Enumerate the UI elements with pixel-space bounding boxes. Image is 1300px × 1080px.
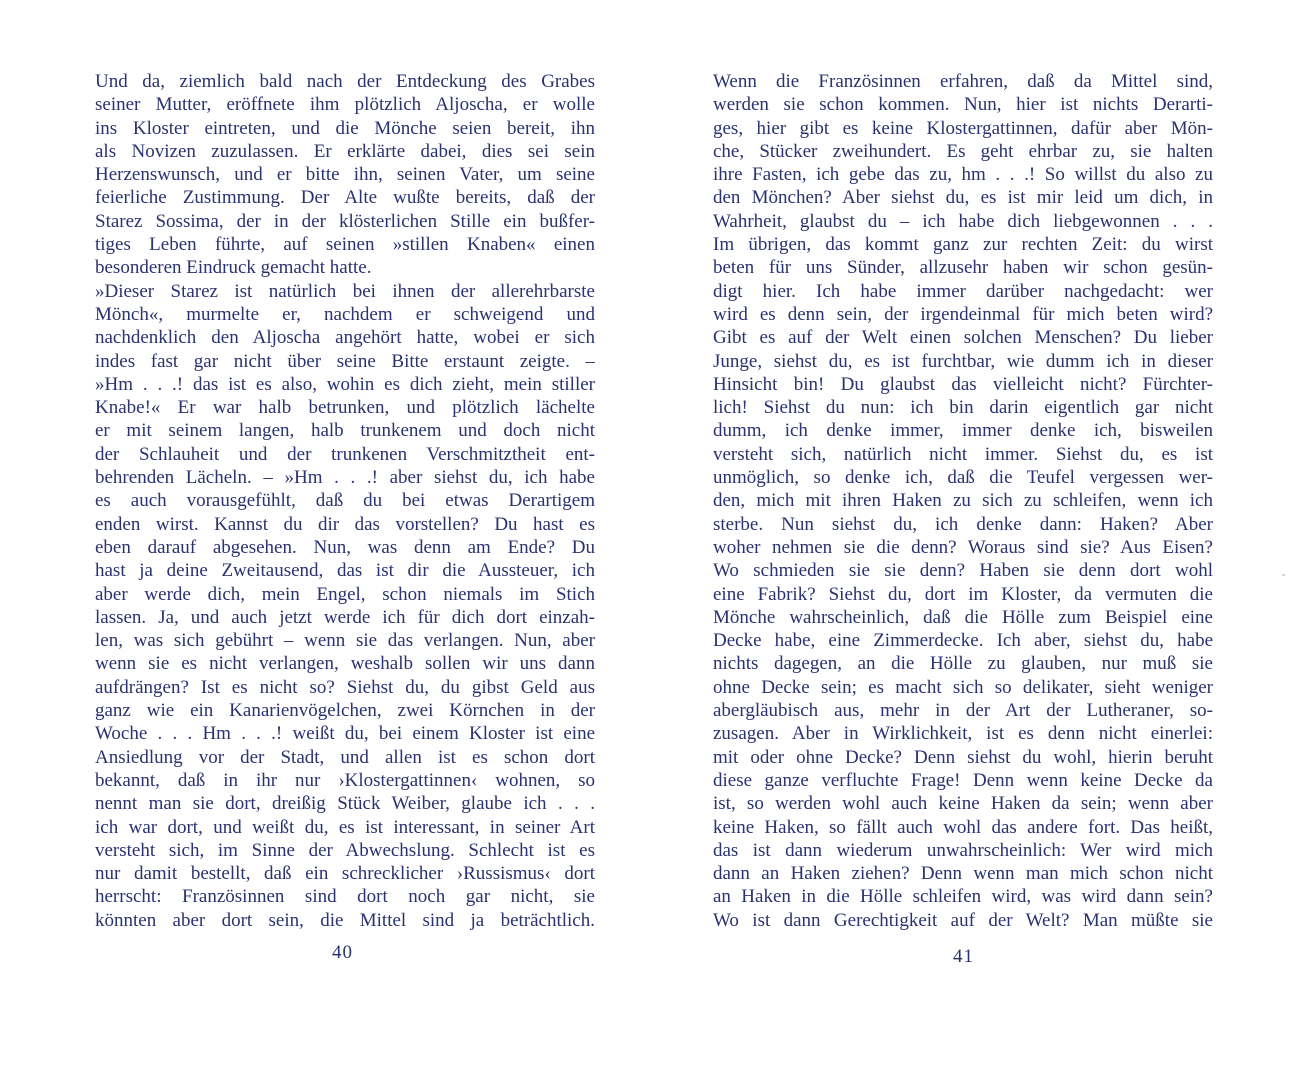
text-line: aber werde dich, mein Engel, schon niemals im Stich — [95, 583, 595, 605]
text-line: aufdrängen? Ist es nicht so? Siehst du, du gibst Geld aus — [95, 676, 595, 698]
text-line: hast ja deine Zweitausend, das ist dir die Aussteuer, ich — [95, 560, 595, 582]
text-line: eben darauf abgesehen. Nun, was denn am Ende? Du — [95, 536, 595, 558]
text-line: sterbe. Nun siehst du, ich denke dann: Haken? Aber — [713, 513, 1213, 535]
text-line: lassen. Ja, und auch jetzt werde ich für dich dort einzah- — [95, 606, 595, 628]
page-number-right: 41 — [953, 946, 974, 967]
text-line: ins Kloster eintreten, und die Mönche seien bereit, ihn — [95, 117, 595, 139]
text-line: den Mönchen? Aber siehst du, es ist mir leid um dich, in — [713, 187, 1213, 209]
text-line: beten für uns Sünder, allzusehr haben wir schon gesün- — [713, 257, 1213, 279]
text-line: len, was sich gebührt – wenn sie das verlangen. Nun, aber — [95, 630, 595, 652]
text-line: indes fast gar nicht über seine Bitte erstaunt zeigte. – — [95, 350, 595, 372]
text-line: bekannt, daß in ihr nur ›Klostergattinnen‹ wohnen, so — [95, 769, 595, 791]
right-page-text — [713, 70, 1213, 932]
text-line: abergläubisch aus, mehr in der Art der Lutheraner, so- — [713, 700, 1213, 722]
text-line: besonderen Eindruck gemacht hatte. — [95, 257, 372, 279]
text-line: herrscht: Französinnen sind dort noch gar nicht, sie — [95, 886, 595, 908]
text-line: digt hier. Ich habe immer darüber nachgedacht: wer — [713, 280, 1213, 302]
text-line: als Novizen zuzulassen. Er erklärte dabei, dies sei sein — [95, 140, 595, 162]
text-line: che, Stücker zweihundert. Es geht ehrbar zu, sie halten — [713, 140, 1213, 162]
text-line: Woche . . . Hm . . .! weißt du, bei einem Kloster ist eine — [95, 723, 595, 745]
text-line: ihre Fasten, ich gebe das zu, hm . . .! So willst du also zu — [713, 164, 1213, 186]
page-number-left: 40 — [332, 942, 353, 963]
text-line: ich war dort, und weißt du, es ist interessant, in seiner Art — [95, 816, 595, 838]
text-line: »Dieser Starez ist natürlich bei ihnen der allerehrbarste — [95, 280, 595, 302]
text-line: Ansiedlung vor der Stadt, und allen ist es schon dort — [95, 746, 595, 768]
text-line: nennt man sie dort, dreißig Stück Weiber, glaube ich . . . — [95, 793, 595, 815]
text-line: ohne Decke sein; es macht sich so delikater, sieht weniger — [713, 676, 1213, 698]
text-line: werden sie schon kommen. Nun, hier ist nichts Derarti- — [713, 94, 1213, 116]
text-line: nichts dagegen, an die Hölle zu glauben, nur muß sie — [713, 653, 1213, 675]
text-line: zusagen. Aber in Wirklichkeit, ist es denn nicht einerlei: — [713, 723, 1213, 745]
text-line: nur damit bestellt, daß ein schrecklicher ›Russismus‹ dort — [95, 863, 595, 885]
text-line: Mönch«, murmelte er, nachdem er schweigend und — [95, 303, 595, 325]
text-line: Wo ist dann Gerechtigkeit auf der Welt? Man müßte sie — [713, 909, 1213, 931]
text-line: es auch vorausgefühlt, daß du bei etwas Derartigem — [95, 490, 595, 512]
text-line: Starez Sossima, der in der klösterlichen Stille ein bußfer- — [95, 210, 595, 232]
text-line: ganz wie ein Kanarienvögelchen, zwei Körnchen in der — [95, 700, 595, 722]
text-line: ges, hier gibt es keine Klostergattinnen, dafür aber Mön- — [713, 117, 1213, 139]
text-line: feierliche Zustimmung. Der Alte wußte bereits, daß der — [95, 187, 595, 209]
text-line: Junge, siehst du, es ist furchtbar, wie dumm ich in dieser — [713, 350, 1213, 372]
text-line: versteht sich, natürlich nicht immer. Siehst du, es ist — [713, 443, 1213, 465]
text-line: den, mich mit ihren Haken zu sich zu schleifen, wenn ich — [713, 490, 1213, 512]
text-line: das ist dann wiederum unwahrscheinlich: Wer wird mich — [713, 839, 1213, 861]
text-line: seiner Mutter, eröffnete ihm plötzlich Aljoscha, er wolle — [95, 94, 595, 116]
text-line: Wo schmieden sie sie denn? Haben sie denn dort wohl — [713, 560, 1213, 582]
text-line: an Haken in die Hölle schleifen wird, was wird dann sein? — [713, 886, 1213, 908]
text-line: eine Fabrik? Siehst du, dort im Kloster, da vermuten die — [713, 583, 1213, 605]
text-line: woher nehmen sie die denn? Woraus sind sie? Aus Eisen? — [713, 536, 1213, 558]
text-line: der Schlauheit und der trunkenen Verschmitztheit ent- — [95, 443, 595, 465]
text-line: dann an Haken ziehen? Denn wenn man mich schon nicht — [713, 863, 1213, 885]
text-line: Hinsicht bin! Du glaubst das vielleicht nicht? Fürchter- — [713, 373, 1213, 395]
text-line: Mönche wahrscheinlich, daß die Hölle zum Beispiel eine — [713, 606, 1213, 628]
text-line: Im übrigen, das kommt ganz zur rechten Zeit: du wirst — [713, 234, 1213, 256]
text-line: Gibt es auf der Welt einen solchen Menschen? Du lieber — [713, 327, 1213, 349]
text-line: ist, so werden wohl auch keine Haken da sein; wenn aber — [713, 793, 1213, 815]
text-line: unmöglich, so denke ich, daß die Teufel vergessen wer- — [713, 467, 1213, 489]
text-line: Knabe!« Er war halb betrunken, und plötzlich lächelte — [95, 397, 595, 419]
text-line: wenn sie es nicht verlangen, weshalb sollen wir uns dann — [95, 653, 595, 675]
text-line: Wenn die Französinnen erfahren, daß da Mittel sind, — [713, 71, 1213, 92]
text-line: Wahrheit, glaubst du – ich habe dich liebgewonnen . . . — [713, 210, 1213, 232]
text-line: lich! Siehst du nun: ich bin darin eigentlich gar nicht — [713, 397, 1213, 419]
text-line: keine Haken, so fällt auch wohl das andere fort. Das heißt, — [713, 816, 1213, 838]
text-line: diese ganze verfluchte Frage! Denn wenn keine Decke da — [713, 769, 1213, 791]
text-line: wird es denn sein, der irgendeinmal für mich beten wird? — [713, 303, 1213, 325]
text-line: Herzenswunsch, und er bitte ihn, seinen Vater, um seine — [95, 164, 595, 186]
text-line: er mit seinem langen, halb trunkenem und doch nicht — [95, 420, 595, 442]
text-line: Decke habe, eine Zimmerdecke. Ich aber, siehst du, habe — [713, 630, 1213, 652]
text-line: nachdenklich den Aljoscha angehört hatte, wobei er sich — [95, 327, 595, 349]
text-line: könnten aber dort sein, die Mittel sind ja beträchtlich. — [95, 909, 595, 931]
paper-speck — [1282, 574, 1285, 576]
left-page-text — [95, 70, 595, 932]
text-line: versteht sich, im Sinne der Abwechslung. Schlecht ist es — [95, 839, 595, 861]
text-line: dumm, ich denke immer, immer denke ich, bisweilen — [713, 420, 1213, 442]
text-line: tiges Leben führte, auf seinen »stillen Knaben« einen — [95, 234, 595, 256]
text-line: »Hm . . .! das ist es also, wohin es dich zieht, mein stiller — [95, 373, 595, 395]
text-line: Und da, ziemlich bald nach der Entdeckung des Grabes — [95, 71, 595, 92]
text-line: mit oder ohne Decke? Denn siehst du wohl, hierin beruht — [713, 746, 1213, 768]
text-line: enden wirst. Kannst du dir das vorstellen? Du hast es — [95, 513, 595, 535]
text-line: behrenden Lächeln. – »Hm . . .! aber siehst du, ich habe — [95, 467, 595, 489]
